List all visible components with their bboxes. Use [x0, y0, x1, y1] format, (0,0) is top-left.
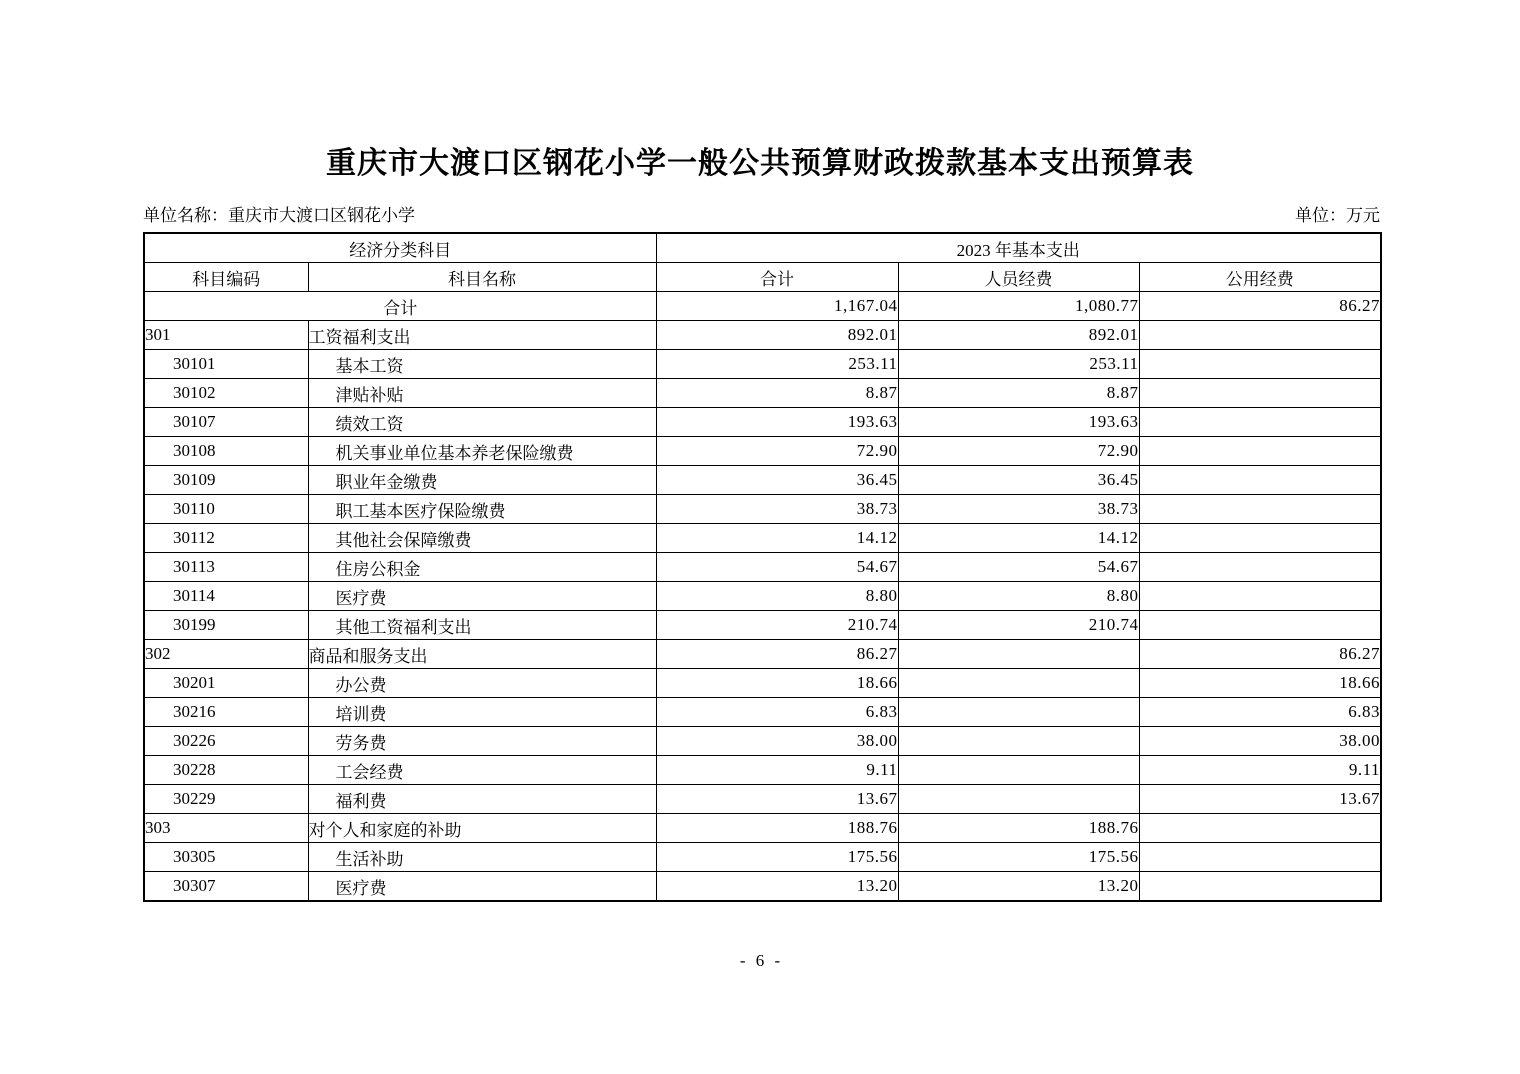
- row-public-funds: [1139, 466, 1381, 495]
- row-code: 302: [144, 640, 308, 669]
- row-code: 30228: [144, 756, 308, 785]
- meta-row: [143, 204, 1380, 228]
- row-code: 30201: [144, 669, 308, 698]
- row-name: 办公费: [308, 669, 656, 698]
- row-personnel-funds: 72.90: [898, 437, 1139, 466]
- row-public-funds: [1139, 379, 1381, 408]
- row-name: 福利费: [308, 785, 656, 814]
- row-public-funds: 6.83: [1139, 698, 1381, 727]
- row-public-funds: [1139, 872, 1381, 902]
- table-row: [144, 872, 1381, 902]
- row-name: 培训费: [308, 698, 656, 727]
- table-row: [144, 582, 1381, 611]
- budget-table: [143, 232, 1382, 902]
- header-2023-basic-expenditure: 2023 年基本支出: [656, 233, 1381, 263]
- table-row: [144, 756, 1381, 785]
- row-total: 36.45: [656, 466, 898, 495]
- table-row: [144, 640, 1381, 669]
- row-code: 30101: [144, 350, 308, 379]
- row-name: 工会经费: [308, 756, 656, 785]
- row-name: 职工基本医疗保险缴费: [308, 495, 656, 524]
- unit-label: 单位：万元: [1295, 206, 1380, 225]
- row-code: 30114: [144, 582, 308, 611]
- table-row: [144, 350, 1381, 379]
- row-public-funds: 86.27: [1139, 292, 1381, 321]
- row-personnel-funds: 8.87: [898, 379, 1139, 408]
- row-name: 对个人和家庭的补助: [308, 814, 656, 843]
- row-personnel-funds: 1,080.77: [898, 292, 1139, 321]
- row-total: 9.11: [656, 756, 898, 785]
- row-total: 8.80: [656, 582, 898, 611]
- row-code: 30109: [144, 466, 308, 495]
- row-code: 30107: [144, 408, 308, 437]
- row-name: 津贴补贴: [308, 379, 656, 408]
- row-total: 6.83: [656, 698, 898, 727]
- row-personnel-funds: [898, 698, 1139, 727]
- row-personnel-funds: 193.63: [898, 408, 1139, 437]
- row-code: 30226: [144, 727, 308, 756]
- row-total: 18.66: [656, 669, 898, 698]
- row-total: 188.76: [656, 814, 898, 843]
- row-public-funds: [1139, 321, 1381, 350]
- row-personnel-funds: [898, 727, 1139, 756]
- row-name: 绩效工资: [308, 408, 656, 437]
- row-personnel-funds: 54.67: [898, 553, 1139, 582]
- row-code: 30199: [144, 611, 308, 640]
- row-total: 72.90: [656, 437, 898, 466]
- row-name: 商品和服务支出: [308, 640, 656, 669]
- column-header-subject-code: 科目编码: [144, 263, 308, 292]
- row-personnel-funds: 13.20: [898, 872, 1139, 902]
- row-code: 30102: [144, 379, 308, 408]
- row-public-funds: [1139, 350, 1381, 379]
- table-row: [144, 814, 1381, 843]
- row-public-funds: [1139, 553, 1381, 582]
- row-personnel-funds: 8.80: [898, 582, 1139, 611]
- table-row: [144, 408, 1381, 437]
- row-name: 工资福利支出: [308, 321, 656, 350]
- row-name: 合计: [144, 292, 656, 321]
- table-row: [144, 495, 1381, 524]
- row-name: 医疗费: [308, 582, 656, 611]
- row-personnel-funds: [898, 669, 1139, 698]
- row-public-funds: 9.11: [1139, 756, 1381, 785]
- column-header-public-funds: 公用经费: [1139, 263, 1381, 292]
- row-code: 30113: [144, 553, 308, 582]
- row-code: 30229: [144, 785, 308, 814]
- table-row: [144, 611, 1381, 640]
- row-personnel-funds: 210.74: [898, 611, 1139, 640]
- table-row: [144, 437, 1381, 466]
- row-public-funds: 18.66: [1139, 669, 1381, 698]
- row-public-funds: 38.00: [1139, 727, 1381, 756]
- row-total: 193.63: [656, 408, 898, 437]
- row-personnel-funds: [898, 640, 1139, 669]
- row-personnel-funds: 14.12: [898, 524, 1139, 553]
- unit-name-label: 单位名称：重庆市大渡口区钢花小学: [143, 206, 415, 225]
- row-personnel-funds: 892.01: [898, 321, 1139, 350]
- row-total: 1,167.04: [656, 292, 898, 321]
- table-row: [144, 379, 1381, 408]
- table-row: [144, 669, 1381, 698]
- row-total: 38.73: [656, 495, 898, 524]
- row-public-funds: 86.27: [1139, 640, 1381, 669]
- table-row: [144, 292, 1381, 321]
- row-total: 13.67: [656, 785, 898, 814]
- column-header-subject-name: 科目名称: [308, 263, 656, 292]
- column-header-personnel-funds: 人员经费: [898, 263, 1139, 292]
- row-code: 30305: [144, 843, 308, 872]
- row-code: 30307: [144, 872, 308, 902]
- header-columns-row: [144, 263, 1381, 292]
- row-name: 生活补助: [308, 843, 656, 872]
- row-personnel-funds: 38.73: [898, 495, 1139, 524]
- table-row: [144, 466, 1381, 495]
- page-number: - 6 -: [739, 951, 781, 970]
- row-personnel-funds: [898, 756, 1139, 785]
- header-economic-classification: 经济分类科目: [144, 233, 656, 263]
- row-code: 303: [144, 814, 308, 843]
- row-personnel-funds: 188.76: [898, 814, 1139, 843]
- row-public-funds: 13.67: [1139, 785, 1381, 814]
- row-total: 54.67: [656, 553, 898, 582]
- row-total: 38.00: [656, 727, 898, 756]
- table-row: [144, 843, 1381, 872]
- row-code: 30110: [144, 495, 308, 524]
- row-code: 30112: [144, 524, 308, 553]
- row-code: 30108: [144, 437, 308, 466]
- row-name: 其他社会保障缴费: [308, 524, 656, 553]
- page-title: 重庆市大渡口区钢花小学一般公共预算财政拨款基本支出预算表: [326, 147, 1194, 180]
- row-personnel-funds: [898, 785, 1139, 814]
- table-row: [144, 553, 1381, 582]
- row-name: 职业年金缴费: [308, 466, 656, 495]
- row-personnel-funds: 175.56: [898, 843, 1139, 872]
- row-name: 其他工资福利支出: [308, 611, 656, 640]
- row-name: 基本工资: [308, 350, 656, 379]
- header-group-row: [144, 233, 1381, 263]
- table-row: [144, 321, 1381, 350]
- row-total: 210.74: [656, 611, 898, 640]
- table-row: [144, 524, 1381, 553]
- row-public-funds: [1139, 843, 1381, 872]
- row-total: 892.01: [656, 321, 898, 350]
- row-public-funds: [1139, 495, 1381, 524]
- row-personnel-funds: 36.45: [898, 466, 1139, 495]
- row-personnel-funds: 253.11: [898, 350, 1139, 379]
- row-name: 机关事业单位基本养老保险缴费: [308, 437, 656, 466]
- row-public-funds: [1139, 582, 1381, 611]
- row-public-funds: [1139, 408, 1381, 437]
- table-body: [144, 292, 1381, 902]
- row-total: 14.12: [656, 524, 898, 553]
- row-total: 86.27: [656, 640, 898, 669]
- row-code: 301: [144, 321, 308, 350]
- row-name: 医疗费: [308, 872, 656, 902]
- row-total: 175.56: [656, 843, 898, 872]
- row-total: 8.87: [656, 379, 898, 408]
- table-row: [144, 727, 1381, 756]
- row-code: 30216: [144, 698, 308, 727]
- row-public-funds: [1139, 814, 1381, 843]
- table-row: [144, 698, 1381, 727]
- row-public-funds: [1139, 524, 1381, 553]
- row-public-funds: [1139, 437, 1381, 466]
- row-total: 253.11: [656, 350, 898, 379]
- row-total: 13.20: [656, 872, 898, 902]
- row-name: 劳务费: [308, 727, 656, 756]
- row-name: 住房公积金: [308, 553, 656, 582]
- table-row: [144, 785, 1381, 814]
- column-header-total: 合计: [656, 263, 898, 292]
- row-public-funds: [1139, 611, 1381, 640]
